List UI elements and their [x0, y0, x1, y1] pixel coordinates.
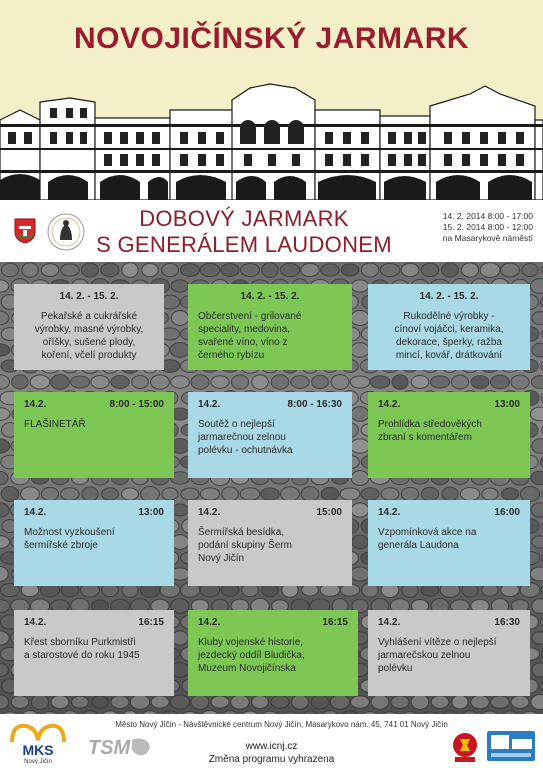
program-time: 13:00 — [138, 507, 164, 518]
cobblestone — [501, 263, 520, 277]
program-box — [14, 500, 174, 586]
program-time: 13:00 — [494, 399, 520, 410]
cobblestone — [401, 487, 418, 500]
program-date: 14.2. — [378, 507, 401, 518]
cobblestone — [12, 375, 28, 389]
cobblestone — [392, 375, 408, 389]
cobblestone — [211, 696, 229, 708]
cobblestone — [292, 695, 309, 710]
program-box — [188, 284, 352, 370]
cobblestone — [530, 567, 543, 581]
cobblestone — [352, 535, 368, 549]
program-description: Možnost vyzkoušení šermířské zbroje — [24, 527, 115, 551]
program-description: Šermířská besídka, podání skupiny Šerm Nový Jičín — [198, 527, 292, 564]
program-date: 14.2. — [378, 617, 401, 628]
cobblestone — [200, 263, 220, 276]
program-box — [368, 500, 530, 586]
cobblestone — [532, 376, 543, 389]
footer — [0, 714, 543, 768]
event-title — [94, 206, 394, 258]
cobblestone — [321, 264, 340, 276]
event-title-line1: DOBOVÝ JARMARK — [139, 206, 349, 231]
program-box — [14, 610, 174, 696]
program-box-header — [378, 506, 520, 519]
cobblestone — [351, 311, 370, 326]
program-box — [188, 610, 358, 696]
program-box-header — [198, 290, 342, 303]
program-date: 14.2. — [24, 617, 47, 628]
cobblestone — [351, 471, 369, 486]
cobblestone — [122, 488, 139, 500]
cobblestone — [340, 488, 360, 500]
cobblestone — [532, 439, 543, 454]
cobblestone — [262, 263, 278, 278]
program-date: 14.2. — [24, 399, 47, 410]
program-date: 14. 2. - 15. 2. — [240, 291, 300, 302]
program-box-header — [24, 398, 164, 411]
cobblestone — [370, 376, 390, 389]
cobblestone — [460, 487, 479, 500]
cobblestone — [531, 471, 543, 484]
event-date-1: 14. 2. 2014 8:00 - 17:00 — [442, 211, 533, 221]
program-box-header — [378, 616, 520, 629]
cobblestone — [221, 264, 239, 277]
program-box-header — [378, 398, 520, 411]
cobblestone — [2, 263, 19, 276]
cobblestone — [501, 488, 518, 500]
cobblestone — [350, 376, 370, 388]
cobblestone — [532, 599, 543, 614]
cobblestone — [101, 263, 119, 276]
program-time: 16:15 — [138, 617, 164, 628]
cobblestone — [350, 567, 369, 581]
cobblestone — [0, 471, 8, 484]
program-time: 8:00 - 15:00 — [109, 399, 164, 410]
cobblestone — [51, 375, 70, 390]
cobblestone — [231, 695, 250, 709]
cobblestone — [442, 487, 458, 501]
cobblestone — [122, 263, 138, 278]
cobblestone — [181, 264, 200, 277]
cobblestone — [41, 264, 59, 277]
cobblestone — [41, 487, 58, 500]
program-description: Kluby vojenské historie, jezdecký oddíl Bludička, Muzeum Novojičínska — [198, 637, 305, 674]
cobblestone — [361, 488, 379, 500]
program-box — [14, 392, 174, 478]
cobblestone — [442, 263, 459, 277]
cobblestone — [431, 696, 449, 709]
cobblestone — [142, 263, 158, 276]
sponsor-logo — [486, 730, 536, 762]
cobblestone — [351, 280, 368, 292]
cobblestone — [170, 695, 189, 709]
cobblestone — [200, 488, 219, 500]
cobblestone — [171, 376, 190, 388]
program-box-header — [24, 616, 164, 629]
program-description: Soutěž o nejlepší jarmarečnou zelnou polévku - ochutnávka — [198, 419, 293, 456]
cobblestone — [532, 312, 543, 325]
cobblestone — [312, 375, 329, 388]
cobblestone — [151, 696, 169, 708]
cobblestone — [181, 488, 199, 500]
cobblestone — [130, 695, 149, 710]
cobblestone — [111, 696, 129, 709]
cobblestone — [162, 263, 179, 276]
program-date: 14.2. — [198, 617, 221, 628]
cobblestone — [102, 488, 119, 500]
cobblestone — [171, 504, 188, 516]
cobblestone — [471, 695, 490, 708]
cobblestone — [82, 263, 99, 277]
cobblestone — [452, 695, 468, 709]
program-description: Vzpomínková akce na generála Laudona — [378, 527, 477, 551]
cobblestone — [30, 375, 50, 389]
program-box — [14, 284, 164, 370]
cobblestone — [331, 375, 349, 390]
mks-logo-subtext: Nový Jičín — [24, 759, 52, 764]
event-dates — [443, 211, 533, 244]
event-date-2: 15. 2. 2014 8:00 - 12:00 — [442, 222, 533, 232]
program-date: 14.2. — [24, 507, 47, 518]
cobblestone — [0, 439, 10, 453]
program-time: 16:15 — [322, 617, 348, 628]
program-description: Křest sborníku Purkmistři a starostové do roku 1945 — [24, 637, 140, 661]
cobblestone — [411, 376, 429, 389]
program-change-note: Změna programu vyhrazena — [208, 754, 335, 765]
town-crest-icon — [14, 218, 36, 244]
organizer-address: Město Nový Jičín - Návštěvnické centrum Nový Jičín, Masarykovo nám. 45, 741 01 Nový Jičín — [115, 720, 448, 729]
cobblestone — [91, 375, 109, 388]
program-box — [188, 500, 352, 586]
cobblestone — [341, 264, 359, 276]
event-title-line2: S GENERÁLEM LAUDONEM — [96, 232, 392, 257]
cobblestone — [70, 376, 89, 388]
cobblestone — [471, 376, 489, 389]
cobblestone — [491, 696, 510, 709]
cobblestone — [0, 663, 8, 676]
program-box-header — [198, 398, 342, 411]
program-box — [368, 610, 530, 696]
cobblestone — [380, 264, 400, 277]
cobblestone — [172, 631, 189, 645]
program-box-header — [198, 506, 342, 519]
cobblestone — [421, 487, 438, 500]
cobblestone — [61, 488, 79, 501]
cobblestone — [0, 503, 9, 517]
cobblestone — [490, 375, 509, 388]
cobblestone — [111, 376, 129, 389]
cobblestone — [240, 488, 260, 501]
cobblestone — [511, 696, 529, 709]
header-band — [0, 0, 543, 200]
program-date: 14. 2. - 15. 2. — [59, 291, 119, 302]
cobblestone — [291, 376, 309, 389]
website-link[interactable]: www.icnj.cz — [245, 741, 298, 752]
cobblestone — [191, 375, 209, 389]
cobblestone — [511, 375, 529, 389]
cobblestone — [351, 696, 370, 709]
program-box-header — [24, 290, 154, 303]
cobblestone — [421, 263, 439, 276]
cobblestone — [22, 263, 38, 278]
cobblestone — [261, 488, 280, 500]
cobblestone — [411, 695, 429, 710]
cobblestone — [532, 343, 543, 357]
program-time: 16:30 — [494, 617, 520, 628]
cobblestone — [461, 263, 478, 277]
program-date: 14. 2. - 15. 2. — [419, 291, 479, 302]
cobblestone — [480, 263, 500, 278]
cobblestone — [71, 696, 88, 708]
cobblestone — [170, 343, 190, 358]
cobblestone — [350, 343, 369, 358]
cobblestone — [0, 311, 9, 325]
cobblestone — [211, 376, 229, 389]
cobblestone — [301, 263, 319, 276]
cobblestone — [31, 695, 48, 710]
cobblestone — [132, 376, 149, 389]
program-description: FLAŠINETÁŘ — [24, 419, 86, 430]
event-place: na Masarykově náměstí — [442, 233, 533, 243]
cobblestone — [530, 279, 543, 294]
cobblestone — [532, 632, 543, 645]
cobblestone — [162, 488, 178, 500]
cobblestone — [171, 280, 189, 292]
cobblestone — [61, 264, 80, 276]
program-date: 14.2. — [378, 399, 401, 410]
cobblestone — [222, 487, 238, 501]
cobblestone — [231, 375, 248, 389]
cobblestone — [0, 599, 10, 612]
program-description: Rukodělné výrobky - cínoví vojáčci, keramika, dekorace, šperky, ražba mincí, kovář, drátkování — [394, 311, 504, 361]
cobblestone — [532, 663, 543, 677]
program-box — [368, 284, 530, 370]
cobblestone — [531, 695, 543, 710]
program-box-header — [198, 616, 348, 629]
cobblestone — [280, 263, 300, 276]
helax-logo — [452, 732, 478, 762]
cobblestone — [252, 375, 268, 389]
cobblestone — [0, 375, 10, 389]
cobblestone — [0, 695, 9, 709]
cobblestone — [361, 263, 379, 277]
page-title: NOVOJIČÍNSKÝ JARMARK — [73, 22, 470, 55]
program-description: Pekařské a cukrářské výrobky, masné výrobky, oříšky, sušené plody, koření, včelí produkty — [34, 311, 144, 361]
cobblestone — [522, 264, 538, 277]
program-time: 15:00 — [316, 507, 342, 518]
cobblestone — [531, 503, 543, 517]
program-description: Občerstvení - grilované speciality, medovina, svařené víno, víno z černého rybízu — [198, 311, 302, 361]
tsm-logo-text: TSM — [88, 737, 131, 759]
cobblestone — [0, 631, 9, 645]
cobblestone — [530, 407, 543, 421]
cobblestone — [311, 695, 329, 709]
cobblestone — [482, 488, 498, 500]
cobblestone — [0, 344, 10, 356]
program-time: 16:00 — [494, 507, 520, 518]
cobblestone — [51, 695, 69, 708]
cobblestone — [240, 263, 259, 276]
cobblestone — [171, 311, 188, 326]
event-subheader — [0, 200, 543, 262]
cobblestone — [351, 407, 369, 422]
cobblestone — [350, 439, 370, 453]
cobblestone — [271, 696, 289, 709]
program-box-header — [378, 290, 520, 303]
cobblestone — [430, 376, 449, 388]
program-description: Prohlídka středověkých zbraní s komentářem — [378, 419, 482, 443]
cobblestone — [271, 375, 289, 389]
program-time: 8:00 - 16:30 — [287, 399, 342, 410]
program-box-header — [24, 506, 164, 519]
cobblestone — [371, 695, 389, 709]
cobblestone — [321, 487, 339, 500]
cobblestone — [0, 408, 10, 421]
cobblestone — [151, 375, 170, 389]
cobblestone — [351, 503, 368, 517]
cobblestone — [401, 263, 419, 276]
cobblestone — [252, 695, 269, 708]
cobblestone — [92, 696, 109, 709]
cobblestone — [330, 695, 349, 710]
cobblestone — [0, 536, 10, 549]
cobblestone — [82, 487, 98, 501]
program-date: 14.2. — [198, 507, 221, 518]
program-date: 14.2. — [198, 399, 221, 410]
program-description: Vyhlášení vítěze o nejlepší jarmarečskou zelnou polévku — [378, 637, 497, 674]
cobblestone — [381, 488, 399, 500]
town-skyline-illustration — [0, 80, 543, 200]
cobblestone — [391, 696, 409, 709]
cobblestone — [532, 536, 543, 548]
cobblestone — [191, 695, 209, 710]
mks-logo-text: MKS — [22, 742, 54, 758]
program-box — [188, 392, 352, 478]
historic-seal-logo — [46, 212, 86, 252]
cobblestone — [0, 567, 8, 582]
program-box — [368, 392, 530, 478]
cobblestone — [0, 280, 9, 292]
cobblestone — [451, 375, 468, 389]
cobblestone — [11, 696, 29, 709]
